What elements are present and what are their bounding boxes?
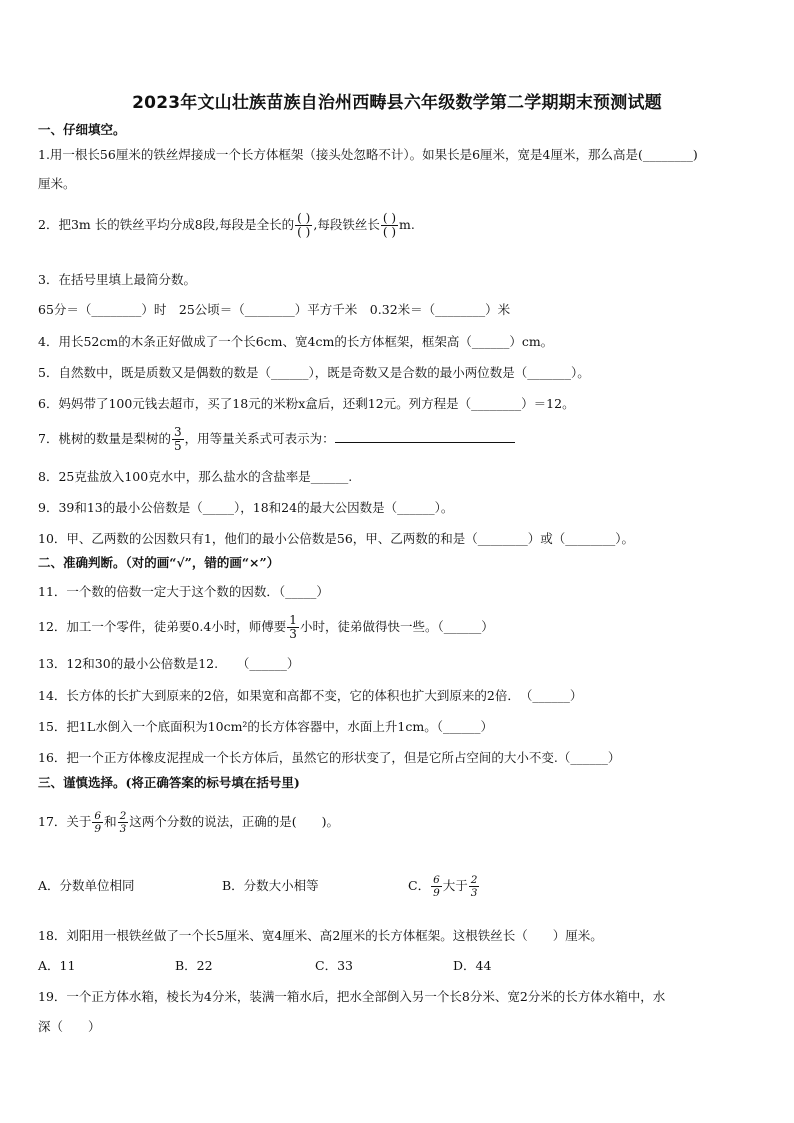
page-title: 2023年文山壮族苗族自治州西畴县六年级数学第二学期期末预测试题 [132,93,662,113]
section-3-heading: 三、谨慎选择。(将正确答案的标号填在括号里) [38,775,300,790]
option-a: A．分数单位相同 [38,878,135,893]
question-17-options [38,868,758,904]
section-1-heading: 一、仔细填空。 [38,122,126,137]
question-9: 9．39和13的最小公倍数是（_____），18和24的最大公因数是（______）。 [38,500,454,515]
fraction-blank: $\frac{( )}{( )}$ [382,211,397,239]
fraction-six-ninths: $\frac{6}{9}$ [94,810,102,835]
option-b: B．分数大小相等 [222,878,319,893]
section-2-heading: 二、准确判断。（对的画“√”，错的画“×”） [38,555,280,570]
question-1: 1.用一根长56厘米的铁丝焊接成一个长方体框架（接头处忽略不计）。如果长是6厘米，宽是4厘米，那么高是(________) [38,147,698,162]
question-5: 5．自然数中，既是质数又是偶数的数是（______），既是奇数又是合数的最小两位数是（_______）。 [38,365,590,380]
question-8: 8．25克盐放入100克水中，那么盐水的含盐率是______. [38,469,353,484]
fraction-six-ninths: $\frac{6}{9}$ [433,874,440,899]
question-17 [38,802,339,842]
question-19: 19．一个正方体水箱，棱长为4分米，装满一箱水后，把水全部倒入另一个长8分米、宽2分米的长方体水箱中，水 [38,989,666,1004]
answer-line [335,430,515,443]
option-c: C． $\frac{6}{9}$ 大于 $\frac{2}{3}$ [408,874,478,899]
question-7-text-post: ，用等量关系式可表示为： [184,431,335,446]
option-a: A．11 [38,958,76,973]
question-19-cont: 深（ ） [38,1019,101,1034]
question-3: 3．在括号里填上最简分数。 [38,272,196,287]
question-4: 4．用长52cm的木条正好做成了一个长6cm、宽4cm的长方体框架，框架高（______）cm。 [38,334,554,349]
question-17-and: 和 [104,814,117,829]
question-2 [38,212,415,239]
question-18-options [38,958,758,974]
fraction-one-third: $\frac{1}{3}$ [289,613,297,641]
question-12 [38,609,494,645]
question-11: 11．一个数的倍数一定大于这个数的因数．（_____） [38,584,329,599]
question-18: 18．刘阳用一根铁丝做了一个长5厘米、宽4厘米、高2厘米的长方体框架。这根铁丝长（ ）厘米。 [38,928,603,943]
question-17-text-post: 这两个分数的说法，正确的是( )。 [129,814,340,829]
question-7 [38,421,515,457]
question-14: 14．长方体的长扩大到原来的2倍，如果宽和高都不变，它的体积也扩大到原来的2倍． （______） [38,688,583,703]
question-13: 13．12和30的最小公倍数是12. （______） [38,656,300,671]
fraction-three-fifths: $\frac{3}{5}$ [173,425,182,453]
question-17-text: 17．关于 [38,814,92,829]
option-c: C．33 [315,958,353,973]
option-b: B．22 [175,958,213,973]
question-2-unit: m. [399,217,415,232]
question-6: 6．妈妈带了100元钱去超市，买了18元的米粉x盒后，还剩12元。列方程是（________）＝12。 [38,396,575,411]
question-2-text: 2．把3m 长的铁丝平均分成8段,每段是全长的 [38,217,295,232]
option-d: D．44 [453,958,492,973]
question-16: 16．把一个正方体橡皮泥捏成一个长方体后，虽然它的形状变了，但是它所占空间的大小不变.（______） [38,750,621,765]
fraction-blank: $\frac{( )}{( )}$ [297,211,311,239]
question-12-text-post: 小时，徒弟做得快一些。（______） [299,619,494,634]
question-2-text-mid: ,每段铁丝长 [313,217,380,232]
question-12-text: 12．加工一个零件，徒弟要0.4小时，师傅要 [38,619,287,634]
question-7-text: 7．桃树的数量是梨树的 [38,431,171,446]
fraction-two-thirds: $\frac{2}{3}$ [470,874,478,899]
question-10: 10．甲、乙两数的公因数只有1，他们的最小公倍数是56，甲、乙两数的和是（________）或（________）。 [38,531,635,546]
question-3-blanks: 65分＝（________）时 25公顷＝（________）平方千米 0.32米＝（________）米 [38,302,511,317]
fraction-two-thirds: $\frac{2}{3}$ [119,810,127,835]
question-15: 15．把1L水倒入一个底面积为10cm²的长方体容器中，水面上升1cm。（______） [38,719,493,734]
question-1-cont: 厘米。 [38,176,76,191]
